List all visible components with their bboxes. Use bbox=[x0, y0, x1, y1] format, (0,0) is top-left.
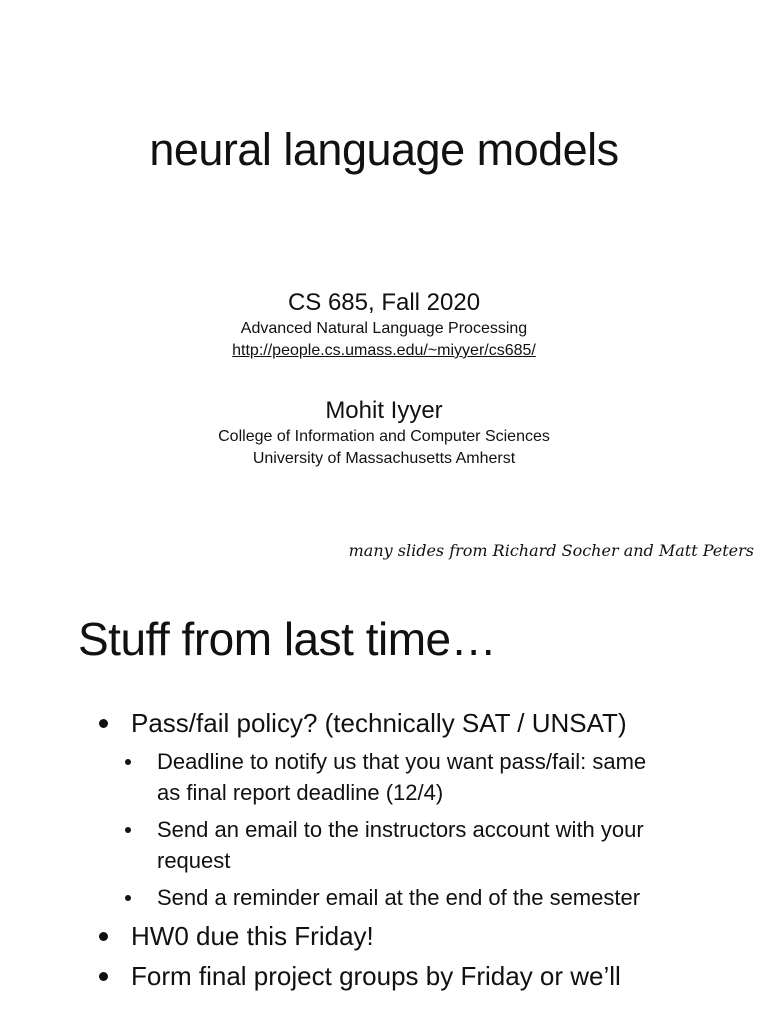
bullet-text: Pass/fail policy? (technically SAT / UNSAT) bbox=[131, 708, 627, 738]
announcements-slide bbox=[0, 576, 768, 1024]
slide-title: neural language models bbox=[149, 124, 619, 175]
sub-bullet-group bbox=[0, 746, 768, 913]
slide-credit: many slides from Richard Socher and Matt Peters bbox=[348, 541, 754, 560]
bullet-item bbox=[0, 959, 768, 993]
sub-bullet-item bbox=[0, 882, 657, 913]
sub-bullet-text: Send an email to the instructors account with your request bbox=[157, 817, 644, 873]
slide-heading: Stuff from last time… bbox=[78, 613, 497, 665]
bullet-item bbox=[0, 919, 768, 953]
course-title: CS 685, Fall 2020 bbox=[287, 289, 481, 316]
author-name: Mohit Iyyer bbox=[325, 397, 443, 424]
sub-bullet-text: Deadline to notify us that you want pass/fail: same as final report deadline (12/4) bbox=[157, 749, 647, 805]
author-affiliation-college: College of Information and Computer Sciences bbox=[218, 428, 550, 445]
bullet-list bbox=[0, 706, 768, 999]
author-info bbox=[0, 396, 768, 470]
course-url-link[interactable]: http://people.cs.umass.edu/~miyyer/cs685/ bbox=[232, 342, 536, 359]
bullet-text: Form final project groups by Friday or we’ll bbox=[131, 961, 621, 991]
sub-bullet-item bbox=[0, 746, 657, 808]
bullet-text: HW0 due this Friday! bbox=[131, 921, 374, 951]
author-affiliation-university: University of Massachusetts Amherst bbox=[252, 450, 516, 467]
sub-bullet-text: Send a reminder email at the end of the semester bbox=[157, 885, 641, 910]
course-info bbox=[0, 288, 768, 362]
sub-bullet-item bbox=[0, 814, 657, 876]
bullet-item bbox=[0, 706, 768, 740]
course-subtitle: Advanced Natural Language Processing bbox=[240, 320, 528, 337]
